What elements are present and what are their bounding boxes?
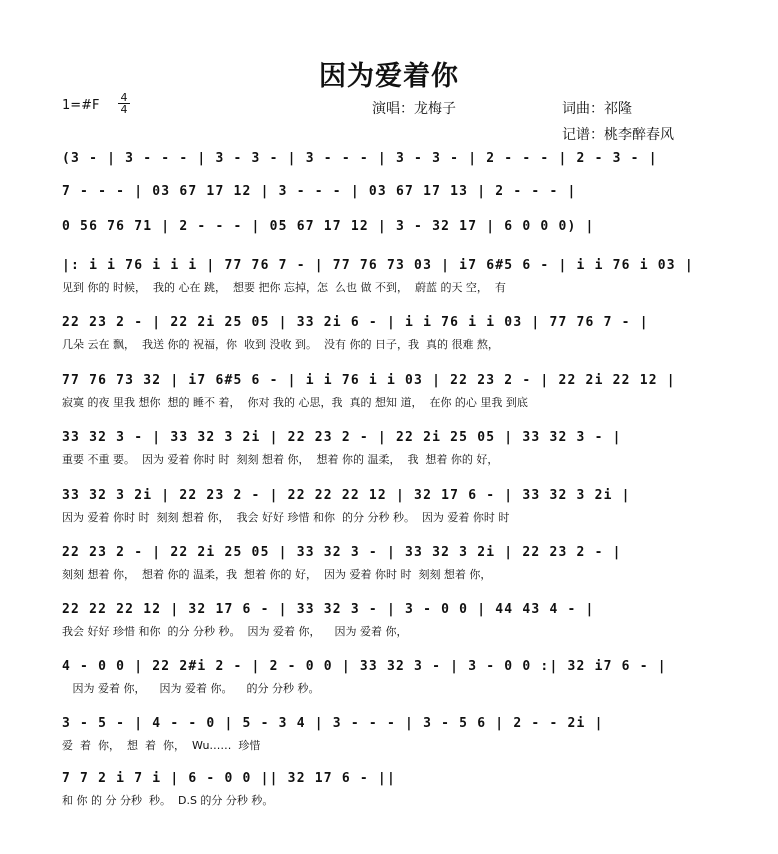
lyric-line: 见到 你的 时候， 我的 心在 跳， 想要 把你 忘掉，怎 么也 做 不到， 蔚蓝 的天 空， 有 (62, 281, 506, 294)
notation-row (62, 544, 714, 564)
notation-line: 22 22 22 12 | 32 17 6 - | 33 32 3 - | 3 - 0 0 | 44 43 4 - | (62, 602, 595, 617)
notation-row (62, 150, 714, 170)
song-title: 因为爱着你 (319, 61, 459, 92)
key-signature: 1=#F (62, 98, 100, 113)
notation-row (62, 429, 714, 449)
notation-row (62, 770, 714, 790)
composer-credit: 词曲：祁隆 (562, 101, 632, 117)
lyric-line: 重要 不重 要。 因为 爱着 你时 时 刻刻 想着 你， 想着 你的 温柔， 我 想着 你的 好， (62, 453, 499, 466)
lyric-line: 爱 着 你， 想 着 你， Wu…… 珍惜 (62, 739, 261, 752)
notation-row (62, 715, 714, 735)
lyric-line: 我会 好好 珍惜 和你 的分 分秒 秒。 因为 爱着 你， 因为 爱着 你， (62, 625, 408, 638)
notation-row (62, 257, 714, 277)
notation-row (62, 658, 714, 678)
notation-line: 77 76 73 32 | i7 6#5 6 - | i i 76 i i 03 | 22 23 2 - | 22 2i 22 12 | (62, 373, 676, 388)
notation-line: 3 - 5 - | 4 - - 0 | 5 - 3 4 | 3 - - - | 3 - 5 6 | 2 - - 2i | (62, 716, 604, 731)
notation-line: 33 32 3 2i | 22 23 2 - | 22 22 22 12 | 32 17 6 - | 33 32 3 2i | (62, 488, 631, 503)
lyric-line: 因为 爱着 你时 时 刻刻 想着 你， 我会 好好 珍惜 和你 的分 分秒 秒。 因为 爱着 你时 时 (62, 511, 510, 524)
notator-credit: 记谱：桃李醉春风 (562, 127, 674, 143)
notation-line: |: i i 76 i i i | 77 76 7 - | 77 76 73 03 | i7 6#5 6 - | i i 76 i 03 | (62, 258, 694, 273)
lyric-line: 刻刻 想着 你， 想着 你的 温柔，我 想着 你的 好， 因为 爱着 你时 时 刻刻 想着 你， (62, 568, 492, 581)
notation-row (62, 372, 714, 392)
lyric-line: 因为 爱着 你， 因为 爱着 你。 的分 分秒 秒。 (62, 682, 320, 695)
lyric-line: 和 你 的 分 分秒 秒。 D.S 的分 分秒 秒。 (62, 794, 274, 807)
notation-line: 22 23 2 - | 22 2i 25 05 | 33 2i 6 - | i i 76 i i 03 | 77 76 7 - | (62, 315, 649, 330)
time-signature (118, 92, 130, 115)
notation-line: 7 7 2 i 7 i | 6 - 0 0 || 32 17 6 - || (62, 771, 396, 786)
notation-line: 7 - - - | 03 67 17 12 | 3 - - - | 03 67 17 13 | 2 - - - | (62, 184, 577, 199)
singer-credit: 演唱：龙梅子 (372, 101, 456, 117)
notation-row (62, 183, 714, 203)
lyric-line: 几朵 云在 飘， 我送 你的 祝福，你 收到 没收 到。 没有 你的 日子，我 真的 很难 熬， (62, 338, 499, 351)
lyric-line: 寂寞 的夜 里我 想你 想的 睡不 着， 你对 我的 心思，我 真的 想知 道， 在你 的心 里我 到底 (62, 396, 528, 409)
notation-row (62, 218, 714, 238)
notation-row (62, 487, 714, 507)
notation-line: 4 - 0 0 | 22 2#i 2 - | 2 - 0 0 | 33 32 3 - | 3 - 0 0 :| 32 i7 6 - | (62, 659, 667, 674)
notation-row (62, 314, 714, 334)
notation-line: 0 56 76 71 | 2 - - - | 05 67 17 12 | 3 - 32 17 | 6 0 0 0) | (62, 219, 595, 234)
notation-line: 22 23 2 - | 22 2i 25 05 | 33 32 3 - | 33 32 3 2i | 22 23 2 - | (62, 545, 622, 560)
notation-row (62, 601, 714, 621)
notation-line: (3 - | 3 - - - | 3 - 3 - | 3 - - - | 3 - 3 - | 2 - - - | 2 - 3 - | (62, 151, 658, 166)
time-signature-top: 4 (120, 91, 128, 104)
notation-line: 33 32 3 - | 33 32 3 2i | 22 23 2 - | 22 2i 25 05 | 33 32 3 - | (62, 430, 622, 445)
time-signature-bottom: 4 (118, 103, 130, 115)
